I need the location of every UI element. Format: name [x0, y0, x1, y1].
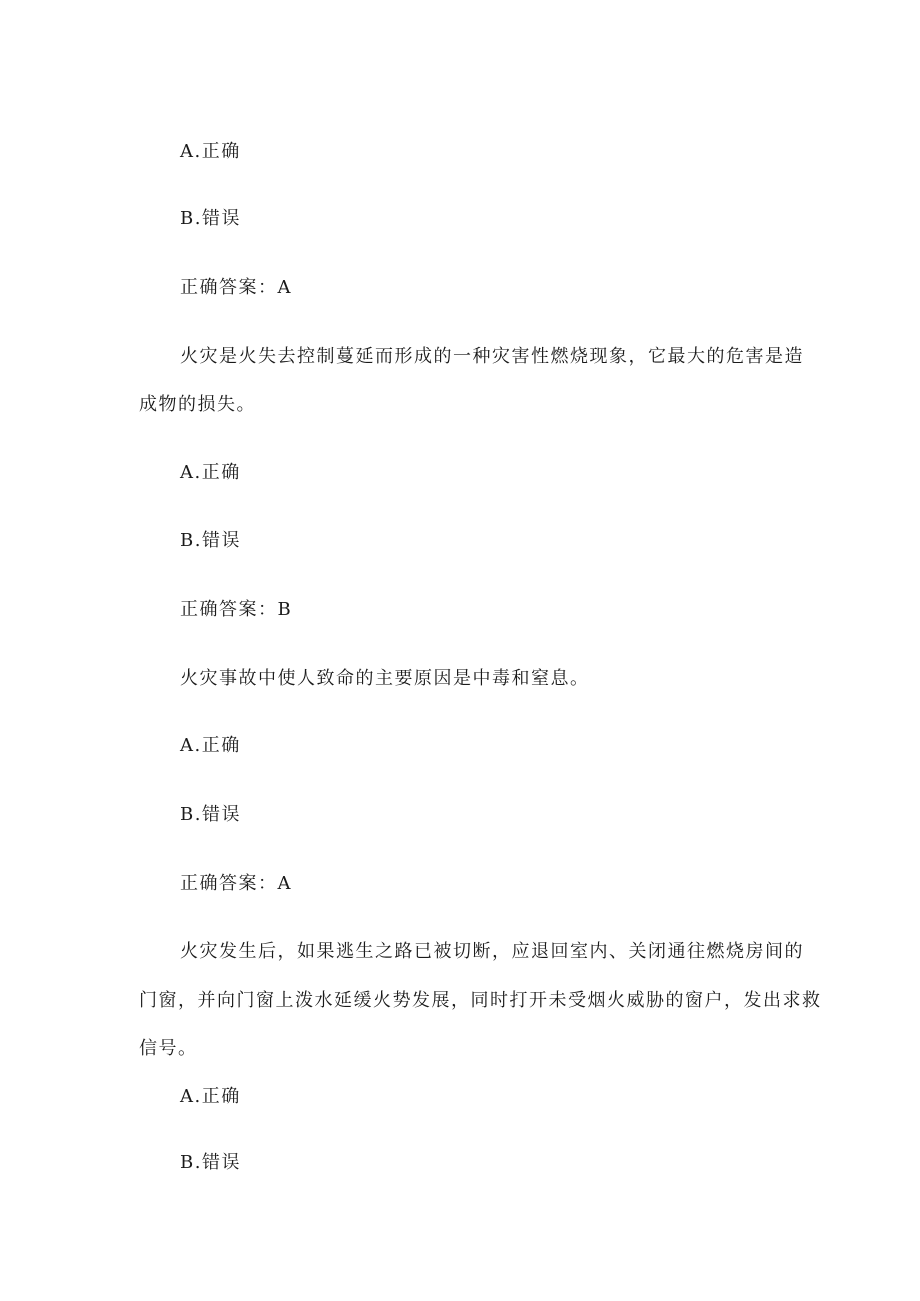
option-a: A.正确 [180, 735, 241, 756]
question-text-line: 信号。 [139, 1038, 198, 1059]
option-a: A.正确 [180, 1086, 241, 1107]
correct-answer: 正确答案：A [180, 277, 292, 298]
option-a: A.正确 [180, 141, 241, 162]
option-b: B.错误 [180, 1152, 241, 1173]
option-a: A.正确 [180, 462, 241, 483]
question-text-line: 门窗，并向门窗上泼水延缓火势发展，同时打开未受烟火威胁的窗户，发出求救 [139, 990, 822, 1011]
question-text-line: 成物的损失。 [139, 394, 256, 415]
correct-answer: 正确答案：A [180, 873, 292, 894]
option-b: B.错误 [180, 804, 241, 825]
question-text-line: 火灾发生后，如果逃生之路已被切断，应退回室内、关闭通往燃烧房间的 [180, 941, 804, 962]
question-text-line: 火灾是火失去控制蔓延而形成的一种灾害性燃烧现象，它最大的危害是造 [180, 346, 804, 367]
correct-answer: 正确答案：B [180, 599, 293, 620]
question-text-line: 火灾事故中使人致命的主要原因是中毒和窒息。 [180, 668, 590, 689]
option-b: B.错误 [180, 530, 241, 551]
option-b: B.错误 [180, 208, 241, 229]
